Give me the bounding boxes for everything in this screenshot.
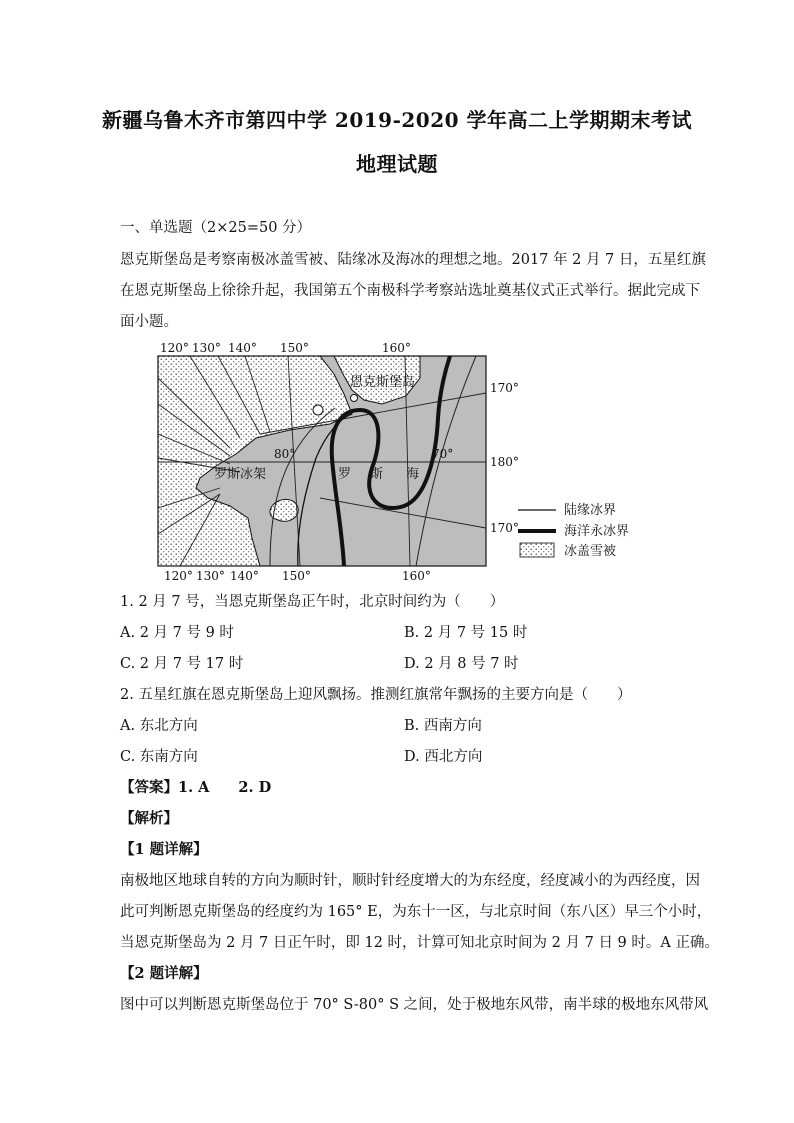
legend-label-land-ice: 陆缘冰界 (564, 503, 617, 518)
question-1-stem: 1. 2 月 7 号，当恩克斯堡岛正午时，北京时间约为（ ） (120, 594, 505, 610)
bottom-lon-150: 150° (282, 569, 311, 583)
place-ross-1: 罗 (338, 467, 352, 482)
right-lon-180: 180° (490, 455, 519, 469)
top-lon-120: 120° (160, 341, 189, 355)
answer-line: 【答案】1. A 2. D (120, 779, 272, 796)
top-lon-150: 150° (280, 341, 309, 355)
question-1-option-b: B. 2 月 7 号 15 时 (404, 625, 528, 641)
question-1-option-a: A. 2 月 7 号 9 时 (120, 625, 234, 641)
title-line-1: 新疆乌鲁木齐市第四中学 2019-2020 学年高二上学期期末考试 (101, 108, 693, 132)
section-heading: 一、单选题（2×25=50 分） (120, 220, 312, 236)
question-2-option-b: B. 西南方向 (404, 718, 482, 734)
detail-1-heading: 【1 题详解】 (120, 841, 208, 858)
place-ross-2: 斯 (370, 467, 384, 482)
intro-line-2: 在恩克斯堡岛上徐徐升起，我国第五个南极科学考察站选址奠基仪式正式举行。据此完成下 (120, 283, 700, 299)
question-1-option-d: D. 2 月 8 号 7 时 (404, 656, 519, 672)
detail-1-line-1: 南极地区地球自转的方向为顺时针，顺时针经度增大的为东经度，经度减小的为西经度，因 (120, 873, 700, 889)
place-ross-3: 海 (406, 467, 420, 482)
ross-sea-map (120, 338, 660, 584)
question-1-option-c: C. 2 月 7 号 17 时 (120, 656, 244, 672)
intro-line-1: 恩克斯堡岛是考察南极冰盖雪被、陆缘冰及海冰的理想之地。2017 年 2 月 7 日，五星红旗 (120, 252, 706, 268)
lat-label-70: 70° (432, 447, 454, 461)
station-marker (313, 405, 323, 415)
place-inexpressible: 恩克斯堡岛 (350, 375, 416, 390)
island-marker (351, 395, 358, 402)
bottom-lon-130: 130° (196, 569, 225, 583)
question-2-option-c: C. 东南方向 (120, 749, 198, 765)
bottom-lon-160: 160° (402, 569, 431, 583)
top-lon-140: 140° (228, 341, 257, 355)
detail-2-line-1: 图中可以判断恩克斯堡岛位于 70° S-80° S 之间，处于极地东风带，南半球的极地东风带风 (120, 997, 709, 1013)
bottom-lon-120: 120° (164, 569, 193, 583)
top-lon-130: 130° (192, 341, 221, 355)
right-lon-170-bottom: 170° (490, 521, 519, 535)
legend-dotted-swatch (520, 543, 554, 557)
lat-label-80: 80° (274, 447, 296, 461)
question-2-option-a: A. 东北方向 (120, 718, 198, 734)
bottom-lon-140: 140° (230, 569, 259, 583)
right-lon-170-top: 170° (490, 381, 519, 395)
detail-2-heading: 【2 题详解】 (120, 965, 208, 982)
legend-label-sea-ice: 海洋永冰界 (564, 524, 630, 539)
place-ross-ice-shelf: 罗斯冰架 (214, 467, 267, 482)
legend-label-ice-sheet: 冰盖雪被 (564, 544, 617, 559)
title-line-2: 地理试题 (356, 152, 438, 176)
detail-1-line-3: 当恩克斯堡岛为 2 月 7 日正午时，即 12 时，计算可知北京时间为 2 月 7 日 9 时。A 正确。 (120, 935, 719, 951)
top-lon-160: 160° (382, 341, 411, 355)
analysis-heading: 【解析】 (120, 810, 178, 827)
question-2-stem: 2. 五星红旗在恩克斯堡岛上迎风飘扬。推测红旗常年飘扬的主要方向是（ ） (120, 687, 632, 703)
detail-1-line-2: 此可判断恩克斯堡岛的经度约为 165° E，为东十一区，与北京时间（东八区）早三个小时， (120, 904, 712, 920)
map-legend (518, 502, 629, 559)
question-2-option-d: D. 西北方向 (404, 749, 483, 765)
intro-line-3: 面小题。 (120, 314, 178, 330)
